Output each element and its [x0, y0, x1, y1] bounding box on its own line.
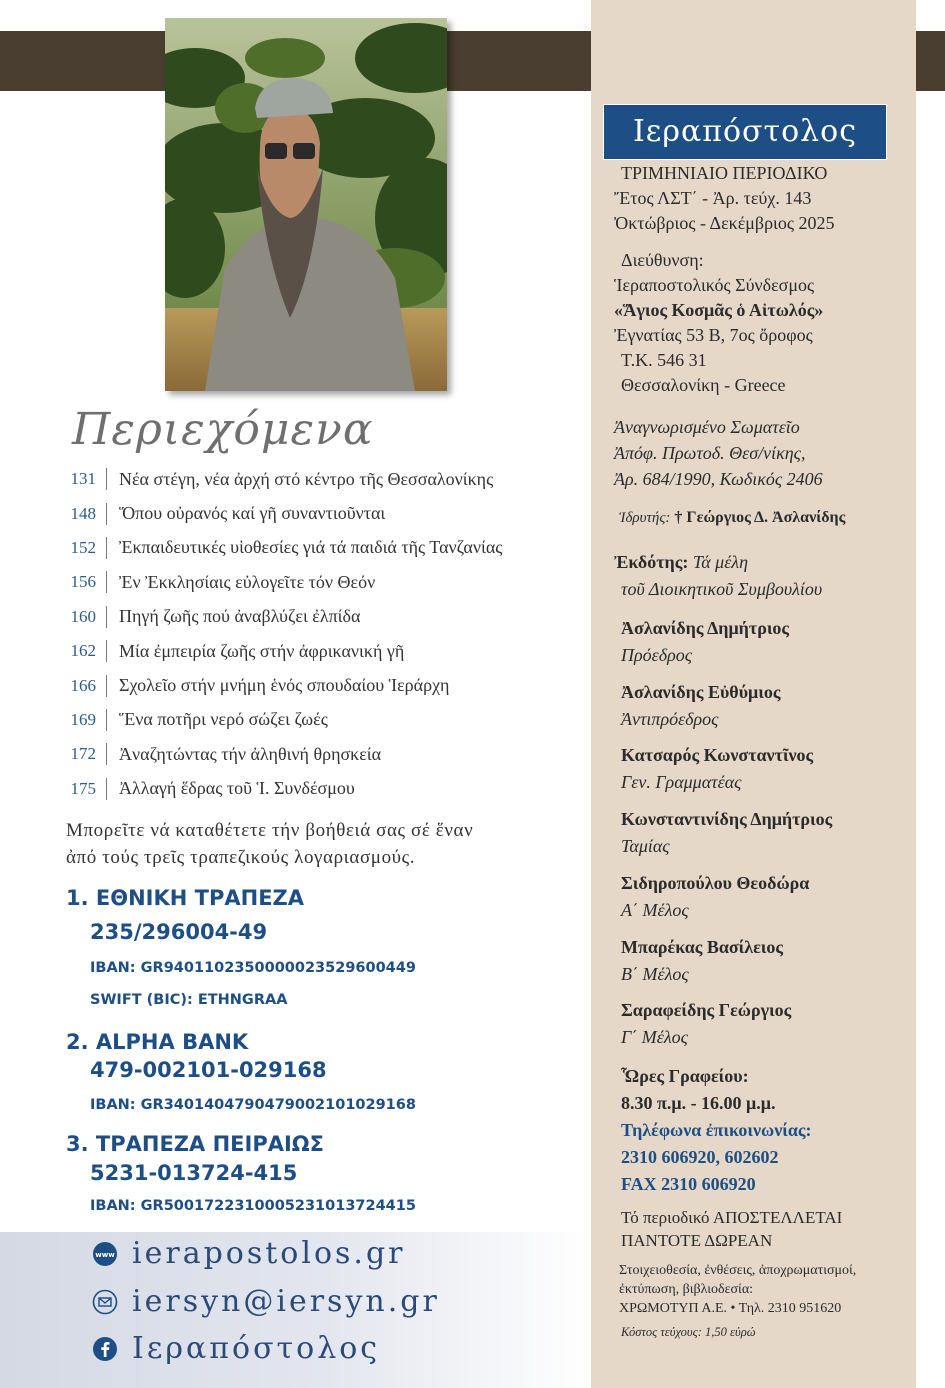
- toc-title: Ἐν Ἐκκλησίαις εὐλογεῖτε τόν Θεόν: [119, 571, 376, 592]
- toc-item[interactable]: [48, 600, 578, 634]
- board-member-role: Α΄ Μέλος: [621, 900, 689, 920]
- address-city: Θεσσαλονίκη - Greece: [621, 375, 786, 395]
- website-text: ierapostolos.gr: [132, 1236, 406, 1271]
- board-member-name: Ἀσλανίδης Δημήτριος: [621, 618, 790, 638]
- toc-title: Νέα στέγη, νέα ἀρχή στό κέντρο τῆς Θεσσαλονίκης: [119, 468, 494, 489]
- toc-page: 152: [70, 537, 96, 557]
- founder-label: Ἱδρυτής:: [619, 510, 671, 526]
- board-member-name: Ἀσλανίδης Εὐθύμιος: [621, 682, 781, 702]
- toc-item[interactable]: [48, 565, 578, 599]
- toc-item[interactable]: [48, 462, 578, 496]
- issue-cost: Κόστος τεύχους: 1,50 εὐρώ: [621, 1325, 756, 1339]
- board-member-role: Γ΄ Μέλος: [621, 1027, 688, 1047]
- issue-number: Ἔτος ΛΣΤ΄ - Ἀρ. τεύχ. 143: [614, 188, 812, 208]
- publisher-value: Τά μέλη: [692, 552, 749, 572]
- recognition-line: Ἀναγνωρισμένο Σωματεῖο: [614, 417, 800, 437]
- intro-line: Μπορεῖτε νά καταθέτετε τήν βοήθειά σας σέ ἕναν: [66, 820, 474, 841]
- toc-item[interactable]: [48, 703, 578, 737]
- print-line: ἐκτύπωση, βιβλιοδεσία:: [619, 1282, 754, 1297]
- periodical-type: ΤΡΙΜΗΝΙΑΙΟ ΠΕΡΙΟΔΙΚΟ: [621, 163, 828, 183]
- divider: [106, 503, 107, 525]
- toc-page: 169: [70, 709, 96, 729]
- toc-page: 160: [70, 606, 96, 626]
- hours-value: 8.30 π.μ. - 16.00 μ.μ.: [621, 1093, 776, 1113]
- divider: [106, 468, 107, 490]
- toc-page: 166: [70, 675, 96, 695]
- toc-title: Μία ἐμπειρία ζωῆς στήν ἀφρικανική γῆ: [119, 640, 405, 661]
- divider: [106, 675, 107, 697]
- intro-line: ἀπό τούς τρεῖς τραπεζικούς λογαριασμούς.: [66, 847, 416, 868]
- bank-3-iban: IBAN: GR5001722310005231013724415: [90, 1198, 416, 1214]
- address-street: Ἐγνατίας 53 Β, 7ος ὄροφος: [614, 325, 813, 345]
- board-member-name: Σιδηροπούλου Θεοδώρα: [621, 873, 810, 893]
- print-line: ΧΡΩΜΟΤΥΠ Α.Ε. • Τηλ. 2310 951620: [619, 1301, 842, 1316]
- divider: [106, 640, 107, 662]
- free-distribution: [621, 1206, 842, 1252]
- divider: [106, 606, 107, 628]
- bank-3-title: 3. ΤΡΑΠΕΖΑ ΠΕΙΡΑΙΩΣ: [66, 1132, 324, 1156]
- bank-1-iban: IBAN: GR9401102350000023529600449: [90, 960, 416, 976]
- divider: [106, 709, 107, 731]
- board-member-role: Γεν. Γραμματέας: [621, 772, 742, 792]
- divider: [106, 537, 107, 559]
- contents-title: Περιεχόμενα: [72, 404, 374, 455]
- free-line: Τό περιοδικό ΑΠΟΣΤΕΛΛΕΤΑΙ: [621, 1208, 843, 1227]
- website-link[interactable]: [92, 1236, 406, 1271]
- toc-title: Ἕνα ποτῆρι νερό σώζει ζωές: [119, 709, 328, 730]
- toc-item[interactable]: [48, 668, 578, 702]
- bank-1-title: 1. ΕΘΝΙΚΗ ΤΡΑΠΕΖΑ: [66, 886, 305, 910]
- publisher-value-cont: τοῦ Διοικητικοῦ Συμβουλίου: [621, 579, 823, 599]
- toc-page: 148: [70, 503, 96, 523]
- founder: [619, 509, 845, 527]
- toc-title: Σχολεῖο στήν μνήμη ἑνός σπουδαίου Ἱεράρχη: [119, 675, 450, 696]
- toc-item[interactable]: [48, 737, 578, 771]
- toc-title: Πηγή ζωῆς πού ἀναβλύζει ἐλπίδα: [119, 606, 361, 627]
- mail-icon: [92, 1289, 118, 1315]
- divider: [106, 778, 107, 800]
- board-member-name: Σαραφείδης Γεώργιος: [621, 1000, 792, 1020]
- table-of-contents: [48, 462, 578, 806]
- email-text: iersyn@iersyn.gr: [132, 1284, 440, 1319]
- toc-page: 162: [70, 641, 96, 661]
- facebook-link[interactable]: [92, 1331, 380, 1366]
- founder-name: † Γεώργιος Δ. Ἀσλανίδης: [674, 509, 846, 526]
- issue-date: Ὀκτώβριος - Δεκέμβριος 2025: [614, 213, 835, 233]
- magazine-title: Ιεραπόστολος: [632, 114, 858, 149]
- fax-value: FAX 2310 606920: [621, 1174, 756, 1194]
- board-member-role: Β΄ Μέλος: [621, 964, 689, 984]
- address-name: «Ἅγιος Κοσμᾶς ὁ Αἰτωλός»: [614, 300, 824, 320]
- printing-credits: [619, 1261, 856, 1318]
- phones-value: 2310 606920, 602602: [621, 1147, 779, 1167]
- print-line: Στοιχειοθεσία, ἐνθέσεις, ἀποχρωματισμοί,: [619, 1263, 857, 1278]
- recognition-line: Ἀπόφ. Πρωτοδ. Θεσ/νίκης,: [614, 443, 806, 463]
- board-member-name: Μπαρέκας Βασίλειος: [621, 937, 783, 957]
- address-label: Διεύθυνση:: [621, 250, 704, 270]
- bank-2-iban: IBAN: GR3401404790479002101029168: [90, 1097, 416, 1113]
- board-member-role: Ἀντιπρόεδρος: [621, 709, 719, 729]
- bank-1-account: 235/296004-49: [90, 920, 268, 944]
- divider: [106, 743, 107, 765]
- toc-page: 172: [70, 744, 96, 764]
- toc-title: Ὅπου οὐρανός καί γῆ συναντιοῦνται: [119, 503, 386, 524]
- bank-2-account: 479-002101-029168: [90, 1058, 327, 1082]
- bank-3-account: 5231-013724-415: [90, 1161, 298, 1185]
- toc-item[interactable]: [48, 531, 578, 565]
- board-member-name: Κατσαρός Κωνσταντῖνος: [621, 745, 814, 765]
- address-postal: Τ.Κ. 546 31: [621, 350, 707, 370]
- toc-title: Ἐκπαιδευτικές υἱοθεσίες γιά τά παιδιά τῆς Τανζανίας: [119, 537, 503, 558]
- toc-item[interactable]: [48, 772, 578, 806]
- board-member-name: Κωνσταντινίδης Δημήτριος: [621, 809, 833, 829]
- facebook-icon: [92, 1336, 118, 1362]
- phones-label: Τηλέφωνα ἐπικοινωνίας:: [621, 1120, 812, 1140]
- www-label: www: [95, 1250, 115, 1259]
- toc-title: Ἀναζητώντας τήν ἀληθινή θρησκεία: [119, 743, 382, 764]
- donation-intro: [66, 817, 566, 871]
- divider: [106, 571, 107, 593]
- founder-photo: [165, 18, 447, 391]
- board-member-role: Ταμίας: [621, 836, 670, 856]
- free-line: ΠΑΝΤΟΤΕ ΔΩΡΕΑΝ: [621, 1231, 773, 1250]
- toc-item[interactable]: [48, 496, 578, 530]
- globe-icon: [92, 1241, 118, 1267]
- toc-page: 175: [70, 778, 96, 798]
- toc-item[interactable]: [48, 634, 578, 668]
- magazine-logo: [603, 104, 887, 160]
- email-link[interactable]: [92, 1284, 440, 1319]
- publisher: [614, 550, 748, 575]
- address-org: Ἱεραποστολικός Σύνδεσμος: [614, 275, 815, 295]
- publisher-label: Ἐκδότης:: [614, 552, 689, 572]
- bank-1-swift: SWIFT (BIC): ETHNGRAA: [90, 992, 288, 1008]
- hours-label: Ὧρες Γραφείου:: [621, 1066, 749, 1086]
- board-member-role: Πρόεδρος: [621, 645, 693, 665]
- toc-page: 156: [70, 572, 96, 592]
- bank-2-title: 2. ALPHA BANK: [66, 1030, 249, 1054]
- facebook-text: Ιεραπόστολος: [132, 1331, 381, 1366]
- toc-page: 131: [70, 469, 96, 489]
- toc-title: Ἀλλαγή ἕδρας τοῦ Ἱ. Συνδέσμου: [119, 778, 355, 799]
- recognition-line: Ἀρ. 684/1990, Κωδικός 2406: [614, 469, 823, 489]
